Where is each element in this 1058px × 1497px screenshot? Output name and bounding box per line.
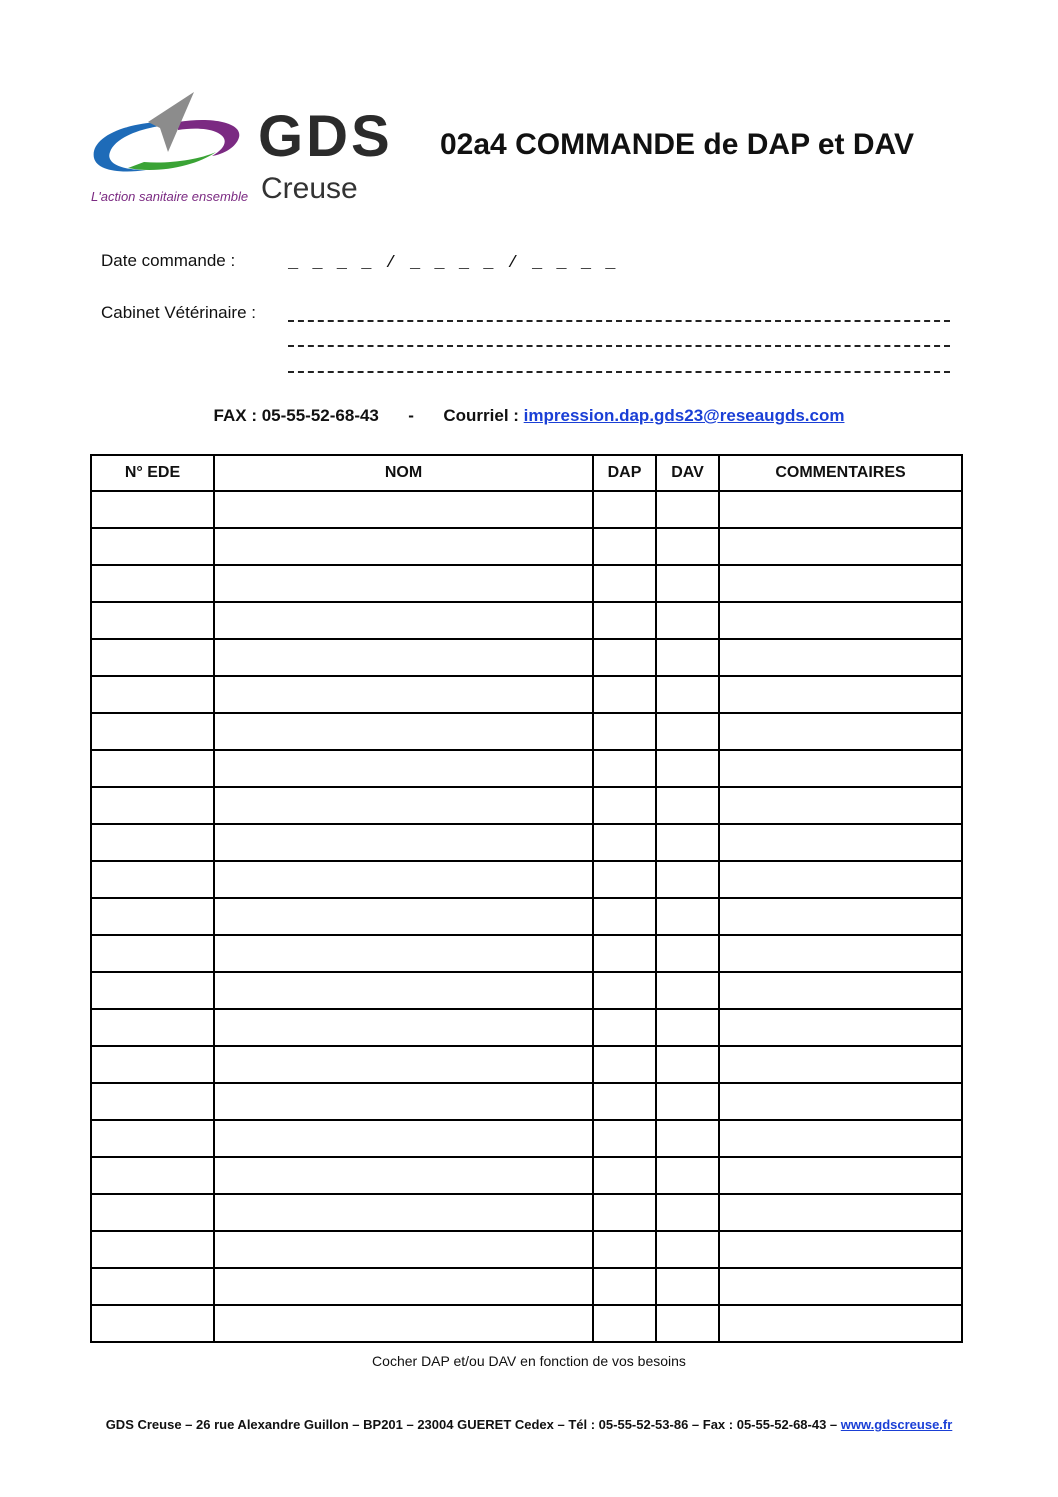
header-nom: NOM xyxy=(214,455,593,491)
cell-dav[interactable] xyxy=(656,972,719,1009)
cell-dap[interactable] xyxy=(593,491,656,528)
table-header-row xyxy=(91,455,962,491)
cell-dav[interactable] xyxy=(656,1120,719,1157)
cabinet-label: Cabinet Vétérinaire : xyxy=(101,303,256,322)
cell-ede[interactable] xyxy=(91,602,214,639)
cell-commentaires[interactable] xyxy=(719,787,962,824)
cell-dap[interactable] xyxy=(593,972,656,1009)
cell-nom[interactable] xyxy=(214,787,593,824)
cell-commentaires[interactable] xyxy=(719,491,962,528)
cell-dav[interactable] xyxy=(656,750,719,787)
cell-dav[interactable] xyxy=(656,1305,719,1342)
cell-ede[interactable] xyxy=(91,861,214,898)
cell-commentaires[interactable] xyxy=(719,1268,962,1305)
cell-dap[interactable] xyxy=(593,861,656,898)
cell-nom[interactable] xyxy=(214,528,593,565)
table-row xyxy=(91,972,962,1009)
cell-commentaires[interactable] xyxy=(719,676,962,713)
cell-dap[interactable] xyxy=(593,1231,656,1268)
cell-commentaires[interactable] xyxy=(719,861,962,898)
cell-commentaires[interactable] xyxy=(719,1046,962,1083)
cell-dap[interactable] xyxy=(593,787,656,824)
cell-commentaires[interactable] xyxy=(719,1231,962,1268)
cell-ede[interactable] xyxy=(91,824,214,861)
cell-nom[interactable] xyxy=(214,676,593,713)
cell-dav[interactable] xyxy=(656,528,719,565)
cell-dav[interactable] xyxy=(656,1046,719,1083)
cell-ede[interactable] xyxy=(91,639,214,676)
table-row xyxy=(91,491,962,528)
table-row xyxy=(91,1268,962,1305)
cell-nom[interactable] xyxy=(214,713,593,750)
email-link[interactable]: impression.dap.gds23@reseaugds.com xyxy=(523,406,845,425)
logo-tagline: L'action sanitaire ensemble xyxy=(91,189,249,204)
table-body xyxy=(91,491,962,1342)
cell-nom[interactable] xyxy=(214,1157,593,1194)
table-row xyxy=(91,713,962,750)
cell-dap[interactable] xyxy=(593,639,656,676)
cell-commentaires[interactable] xyxy=(719,824,962,861)
cell-nom[interactable] xyxy=(214,972,593,1009)
cell-dap[interactable] xyxy=(593,824,656,861)
cell-dav[interactable] xyxy=(656,1083,719,1120)
cell-dap[interactable] xyxy=(593,528,656,565)
cell-dap[interactable] xyxy=(593,1194,656,1231)
cell-ede[interactable] xyxy=(91,1268,214,1305)
cell-nom[interactable] xyxy=(214,1194,593,1231)
date-field[interactable]: _ _ _ _ / _ _ _ _ / _ _ _ _ xyxy=(288,254,618,273)
logo-subbrand-text: Creuse xyxy=(261,172,358,205)
contact-line xyxy=(0,407,1058,424)
table-row xyxy=(91,602,962,639)
cell-dap[interactable] xyxy=(593,898,656,935)
email-label: Courriel : xyxy=(443,406,519,425)
cell-dav[interactable] xyxy=(656,1268,719,1305)
cell-nom[interactable] xyxy=(214,1305,593,1342)
cell-dav[interactable] xyxy=(656,824,719,861)
table-row xyxy=(91,639,962,676)
table-row xyxy=(91,898,962,935)
cell-dav[interactable] xyxy=(656,639,719,676)
table-note: Cocher DAP et/ou DAV en fonction de vos besoins xyxy=(372,1353,686,1369)
cell-commentaires[interactable] xyxy=(719,1305,962,1342)
cell-nom[interactable] xyxy=(214,1009,593,1046)
table-row xyxy=(91,1305,962,1342)
cell-nom[interactable] xyxy=(214,1083,593,1120)
contact-separator: - xyxy=(408,406,414,425)
cell-dav[interactable] xyxy=(656,491,719,528)
cell-dav[interactable] xyxy=(656,602,719,639)
cell-nom[interactable] xyxy=(214,602,593,639)
cell-commentaires[interactable] xyxy=(719,1194,962,1231)
cell-ede[interactable] xyxy=(91,528,214,565)
header-dav: DAV xyxy=(656,455,719,491)
cell-dav[interactable] xyxy=(656,861,719,898)
cell-commentaires[interactable] xyxy=(719,639,962,676)
cell-nom[interactable] xyxy=(214,639,593,676)
cell-commentaires[interactable] xyxy=(719,1157,962,1194)
cell-nom[interactable] xyxy=(214,935,593,972)
cell-nom[interactable] xyxy=(214,861,593,898)
cell-ede[interactable] xyxy=(91,1194,214,1231)
table-row xyxy=(91,565,962,602)
cell-dav[interactable] xyxy=(656,1157,719,1194)
cell-nom[interactable] xyxy=(214,750,593,787)
cell-dap[interactable] xyxy=(593,1120,656,1157)
table-row xyxy=(91,676,962,713)
cell-dav[interactable] xyxy=(656,1231,719,1268)
cell-ede[interactable] xyxy=(91,935,214,972)
cell-nom[interactable] xyxy=(214,1268,593,1305)
cell-ede[interactable] xyxy=(91,750,214,787)
table-row xyxy=(91,1083,962,1120)
cell-nom[interactable] xyxy=(214,824,593,861)
cabinet-field-line-2[interactable] xyxy=(288,345,950,347)
cell-ede[interactable] xyxy=(91,1120,214,1157)
cell-ede[interactable] xyxy=(91,787,214,824)
table-row xyxy=(91,528,962,565)
header-dap: DAP xyxy=(593,455,656,491)
cell-commentaires[interactable] xyxy=(719,528,962,565)
cell-commentaires[interactable] xyxy=(719,565,962,602)
cell-dap[interactable] xyxy=(593,1305,656,1342)
cell-ede[interactable] xyxy=(91,713,214,750)
cell-commentaires[interactable] xyxy=(719,602,962,639)
cell-dav[interactable] xyxy=(656,787,719,824)
header-ede: N° EDE xyxy=(91,455,214,491)
cell-dap[interactable] xyxy=(593,935,656,972)
cell-dap[interactable] xyxy=(593,1046,656,1083)
cell-nom[interactable] xyxy=(214,1046,593,1083)
footer-address: GDS Creuse – 26 rue Alexandre Guillon – BP201 – 23004 GUERET Cedex – Tél : 05-55-52-53-86 – Fax : 05-55-52-68-43 – xyxy=(105,1417,838,1432)
cell-ede[interactable] xyxy=(91,972,214,1009)
table-row xyxy=(91,750,962,787)
cell-dav[interactable] xyxy=(656,565,719,602)
cell-commentaires[interactable] xyxy=(719,972,962,1009)
cabinet-field-line-1[interactable] xyxy=(288,320,950,322)
cell-dav[interactable] xyxy=(656,898,719,935)
cell-dav[interactable] xyxy=(656,1009,719,1046)
cell-dap[interactable] xyxy=(593,602,656,639)
cell-dav[interactable] xyxy=(656,935,719,972)
cell-commentaires[interactable] xyxy=(719,1009,962,1046)
cell-dap[interactable] xyxy=(593,1009,656,1046)
cell-dav[interactable] xyxy=(656,676,719,713)
cell-nom[interactable] xyxy=(214,898,593,935)
cell-ede[interactable] xyxy=(91,565,214,602)
table-row xyxy=(91,1157,962,1194)
table-row xyxy=(91,787,962,824)
cell-dap[interactable] xyxy=(593,750,656,787)
cabinet-field-line-3[interactable] xyxy=(288,371,950,373)
table-row xyxy=(91,824,962,861)
cell-ede[interactable] xyxy=(91,1305,214,1342)
header-commentaires: COMMENTAIRES xyxy=(719,455,962,491)
gds-logo xyxy=(88,90,418,210)
cell-ede[interactable] xyxy=(91,1046,214,1083)
cell-dav[interactable] xyxy=(656,1194,719,1231)
cell-commentaires[interactable] xyxy=(719,713,962,750)
order-table xyxy=(90,454,963,1343)
cell-dap[interactable] xyxy=(593,565,656,602)
cell-ede[interactable] xyxy=(91,491,214,528)
cell-ede[interactable] xyxy=(91,1009,214,1046)
cell-commentaires[interactable] xyxy=(719,750,962,787)
cell-nom[interactable] xyxy=(214,565,593,602)
table-row xyxy=(91,1009,962,1046)
cell-nom[interactable] xyxy=(214,491,593,528)
cell-commentaires[interactable] xyxy=(719,898,962,935)
table-row xyxy=(91,1231,962,1268)
cell-dap[interactable] xyxy=(593,1268,656,1305)
cell-dap[interactable] xyxy=(593,676,656,713)
cell-nom[interactable] xyxy=(214,1120,593,1157)
cell-ede[interactable] xyxy=(91,676,214,713)
cell-ede[interactable] xyxy=(91,1083,214,1120)
date-label: Date commande : xyxy=(101,251,236,270)
cell-commentaires[interactable] xyxy=(719,1120,962,1157)
table-row xyxy=(91,1194,962,1231)
cell-dav[interactable] xyxy=(656,713,719,750)
table-row xyxy=(91,1046,962,1083)
table-row xyxy=(91,1120,962,1157)
document-title: 02a4 COMMANDE de DAP et DAV xyxy=(440,128,914,161)
fax-number: FAX : 05-55-52-68-43 xyxy=(213,406,379,425)
cell-commentaires[interactable] xyxy=(719,1083,962,1120)
logo-brand-text: GDS xyxy=(258,104,393,169)
cell-ede[interactable] xyxy=(91,898,214,935)
cell-ede[interactable] xyxy=(91,1157,214,1194)
table-row xyxy=(91,861,962,898)
cell-commentaires[interactable] xyxy=(719,935,962,972)
cell-dap[interactable] xyxy=(593,1083,656,1120)
cell-dap[interactable] xyxy=(593,1157,656,1194)
gds-swoosh-icon xyxy=(88,90,258,190)
cell-ede[interactable] xyxy=(91,1231,214,1268)
cell-nom[interactable] xyxy=(214,1231,593,1268)
cell-dap[interactable] xyxy=(593,713,656,750)
footer xyxy=(0,1418,1058,1431)
footer-website-link[interactable]: www.gdscreuse.fr xyxy=(840,1417,953,1432)
table-row xyxy=(91,935,962,972)
